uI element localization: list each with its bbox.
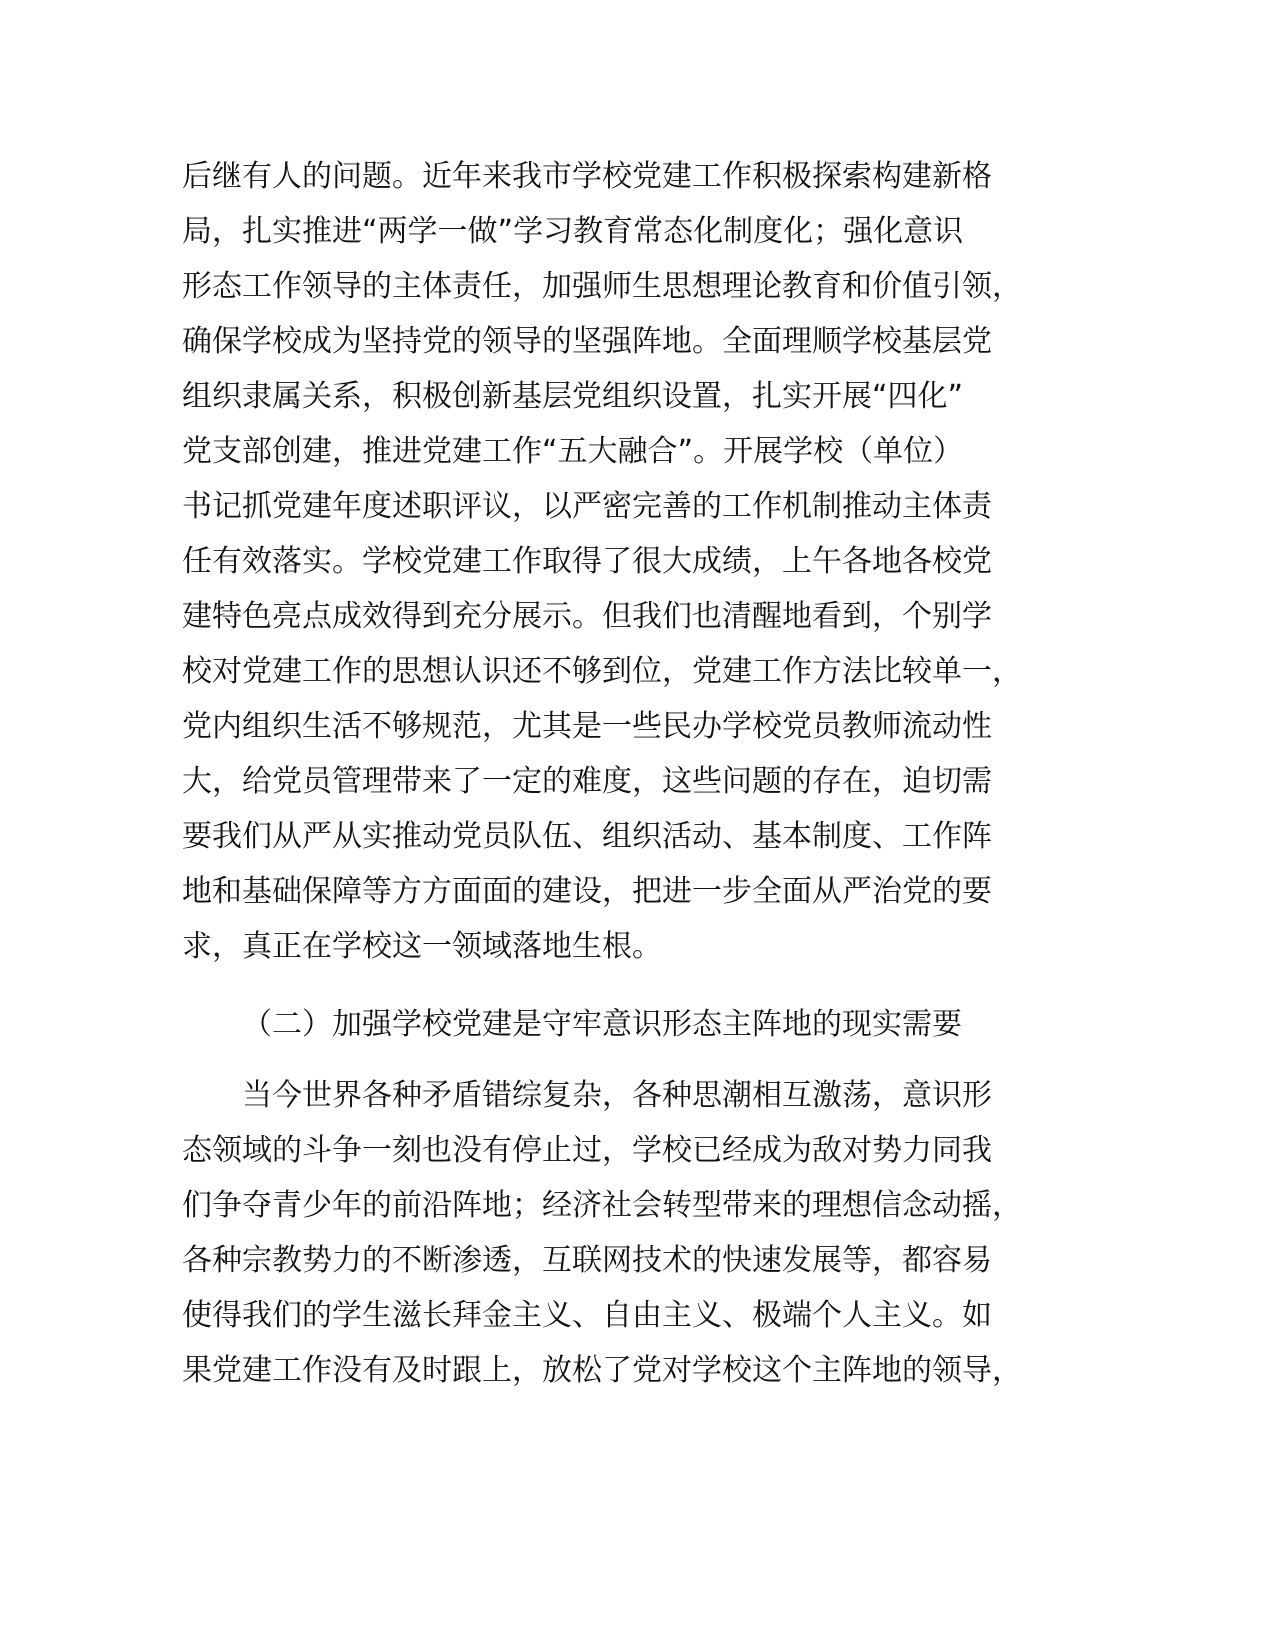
text-line: 求，真正在学校这一领域落地生根。 (182, 929, 662, 964)
text-line: 任有效落实。学校党建工作取得了很大成绩，上午各地各校党 (182, 544, 992, 579)
text-line: 建特色亮点成效得到充分展示。但我们也清醒地看到，个别学 (182, 599, 992, 634)
text-line: 各种宗教势力的不断渗透，互联网技术的快速发展等，都容易 (182, 1243, 992, 1278)
text-line: 书记抓党建年度述职评议，以严密完善的工作机制推动主体责 (182, 489, 992, 524)
text-line: 使得我们的学生滋长拜金主义、自由主义、极端个人主义。如 (182, 1298, 992, 1333)
text-line: 大，给党员管理带来了一定的难度，这些问题的存在，迫切需 (182, 764, 992, 799)
text-line: 确保学校成为坚持党的领导的坚强阵地。全面理顺学校基层党 (182, 324, 992, 359)
text-line: 形态工作领导的主体责任，加强师生思想理论教育和价值引领， (182, 269, 1022, 304)
text-line: 党支部创建，推进党建工作“五大融合”。开展学校（单位） (182, 434, 964, 469)
text-line: 局，扎实推进“两学一做”学习教育常态化制度化；强化意识 (182, 214, 964, 249)
text-line: 果党建工作没有及时跟上，放松了党对学校这个主阵地的领导， (182, 1353, 1022, 1388)
text-line: 校对党建工作的思想认识还不够到位，党建工作方法比较单一， (182, 654, 1022, 689)
text-line: 态领域的斗争一刻也没有停止过，学校已经成为敌对势力同我 (182, 1133, 992, 1168)
text-line: 组织隶属关系，积极创新基层党组织设置，扎实开展“四化” (182, 379, 964, 414)
text-line: 地和基础保障等方方面面的建设，把进一步全面从严治党的要 (182, 874, 992, 909)
text-line: 后继有人的问题。近年来我市学校党建工作积极探索构建新格 (182, 159, 992, 194)
text-line: 党内组织生活不够规范，尤其是一些民办学校党员教师流动性 (182, 709, 992, 744)
text-line: 们争夺青少年的前沿阵地；经济社会转型带来的理想信念动摇， (182, 1188, 1022, 1223)
text-line: 当今世界各种矛盾错综复杂，各种思潮相互激荡，意识形 (242, 1078, 992, 1113)
text-line: 要我们从严从实推动党员队伍、组织活动、基本制度、工作阵 (182, 819, 992, 854)
section-heading: （二）加强学校党建是守牢意识形态主阵地的现实需要 (242, 1007, 962, 1042)
